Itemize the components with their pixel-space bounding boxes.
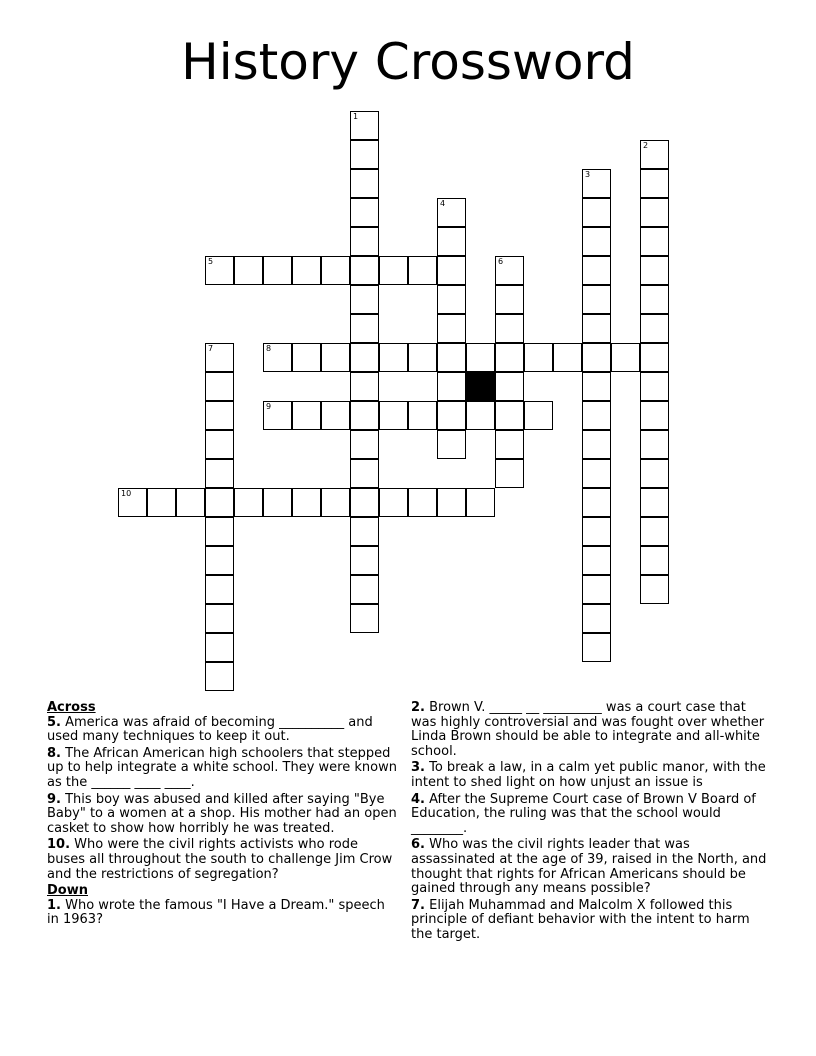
grid-cell[interactable]	[379, 256, 408, 285]
grid-cell[interactable]	[640, 459, 669, 488]
grid-cell[interactable]	[582, 604, 611, 633]
clue-number: 6	[498, 257, 504, 266]
grid-cell[interactable]	[350, 488, 379, 517]
grid-cell[interactable]	[582, 488, 611, 517]
grid-cell[interactable]	[205, 401, 234, 430]
clue-text: The African American high schoolers that stepped up to help integrate a white school. They were known as the ______ ____ ____.	[47, 745, 397, 790]
grid-cell[interactable]	[379, 401, 408, 430]
grid-cell[interactable]	[582, 633, 611, 662]
grid-cell[interactable]	[205, 372, 234, 401]
grid-cell[interactable]	[495, 401, 524, 430]
clue-number: 7	[208, 344, 214, 353]
grid-cell[interactable]	[495, 430, 524, 459]
clue-number: 10	[121, 489, 132, 498]
grid-cell[interactable]	[292, 343, 321, 372]
grid-cell[interactable]	[466, 488, 495, 517]
grid-cell[interactable]	[640, 285, 669, 314]
grid-cell[interactable]	[118, 488, 147, 517]
grid-cell[interactable]	[350, 314, 379, 343]
grid-cell[interactable]	[350, 430, 379, 459]
clue-down-4	[411, 838, 771, 896]
grid-cell[interactable]	[408, 343, 437, 372]
grid-cell[interactable]	[263, 401, 292, 430]
grid-cell[interactable]	[205, 575, 234, 604]
grid-cell[interactable]	[582, 227, 611, 256]
across-heading: Across	[47, 700, 96, 715]
down-heading: Down	[47, 883, 88, 899]
grid-cell[interactable]	[350, 343, 379, 372]
grid-cell[interactable]	[350, 517, 379, 546]
grid-cell[interactable]	[582, 343, 611, 372]
grid-cell[interactable]	[640, 140, 669, 169]
grid-cell[interactable]	[292, 256, 321, 285]
page-title: History Crossword	[181, 33, 635, 91]
grid-cell[interactable]	[379, 488, 408, 517]
grid-cell[interactable]	[640, 517, 669, 546]
clue-text: Elijah Muhammad and Malcolm X followed this principle of defiant behavior with the intent to harm the target.	[411, 897, 750, 942]
grid-cell[interactable]	[321, 343, 350, 372]
clues-right-column	[411, 701, 771, 945]
clue-label: 2.	[411, 700, 425, 715]
grid-cell[interactable]	[408, 488, 437, 517]
grid-cell[interactable]	[640, 227, 669, 256]
grid-cell[interactable]	[205, 256, 234, 285]
grid-cell[interactable]	[234, 256, 263, 285]
clue-number: 3	[585, 170, 591, 179]
grid-cell[interactable]	[350, 111, 379, 140]
clue-text: America was afraid of becoming __________ and used many techniques to keep it out.	[47, 714, 373, 745]
clue-label: 7.	[411, 897, 425, 913]
grid-cell[interactable]	[495, 372, 524, 401]
grid-cell[interactable]	[205, 517, 234, 546]
grid-cell[interactable]	[350, 372, 379, 401]
grid-cell[interactable]	[292, 401, 321, 430]
grid-cell[interactable]	[640, 169, 669, 198]
grid-cell[interactable]	[147, 488, 176, 517]
grid-cell[interactable]	[379, 343, 408, 372]
grid-cell[interactable]	[582, 256, 611, 285]
clue-label: 9.	[47, 791, 61, 807]
grid-cell[interactable]	[640, 546, 669, 575]
grid-cell[interactable]	[321, 256, 350, 285]
clue-label: 6.	[411, 837, 425, 853]
clue-text: Who wrote the famous "I Have a Dream." speech in 1963?	[47, 897, 385, 928]
clue-text: This boy was abused and killed after saying "Bye Baby" to a women at a shop. His mother had an open casket to show how horribly he was treated.	[47, 791, 397, 836]
grid-cell[interactable]	[437, 343, 466, 372]
clue-across-0	[47, 716, 399, 745]
grid-cell[interactable]	[321, 401, 350, 430]
grid-cell[interactable]	[582, 575, 611, 604]
grid-cell[interactable]	[553, 343, 582, 372]
grid-cell[interactable]	[640, 372, 669, 401]
grid-cell[interactable]	[495, 459, 524, 488]
grid-cell[interactable]	[292, 488, 321, 517]
grid-cell[interactable]	[640, 401, 669, 430]
grid-cell[interactable]	[437, 198, 466, 227]
grid-cell[interactable]	[611, 343, 640, 372]
clue-number: 8	[266, 344, 272, 353]
clue-text: Who was the civil rights leader that was assassinated at the age of 39, raised in the North, and thought that rights for African Americans should be gained through any means possible?	[411, 837, 767, 897]
clue-label: 5.	[47, 714, 61, 730]
grid-cell[interactable]	[205, 546, 234, 575]
down-clue-list-continued	[411, 701, 771, 943]
grid-cell[interactable]	[263, 256, 292, 285]
grid-cell[interactable]	[524, 401, 553, 430]
grid-cell[interactable]	[350, 227, 379, 256]
grid-cell[interactable]	[582, 314, 611, 343]
clue-down-5	[411, 899, 771, 943]
grid-cell[interactable]	[437, 285, 466, 314]
grid-cell[interactable]	[350, 285, 379, 314]
clue-number: 2	[643, 141, 649, 150]
grid-cell[interactable]	[582, 459, 611, 488]
grid-cell[interactable]	[437, 430, 466, 459]
grid-cell[interactable]	[582, 198, 611, 227]
grid-cell[interactable]	[466, 343, 495, 372]
grid-cell[interactable]	[350, 575, 379, 604]
clue-down-0	[47, 899, 399, 928]
grid-cell[interactable]	[640, 198, 669, 227]
clue-across-2	[47, 793, 399, 837]
grid-cell[interactable]	[263, 488, 292, 517]
grid-cell[interactable]	[640, 430, 669, 459]
grid-cell[interactable]	[205, 430, 234, 459]
across-clue-list	[47, 716, 399, 883]
clue-down-2	[411, 761, 771, 790]
clue-down-1	[411, 701, 771, 759]
grid-cell[interactable]	[350, 256, 379, 285]
grid-cell[interactable]	[437, 314, 466, 343]
grid-cell[interactable]	[437, 227, 466, 256]
down-clue-list	[47, 899, 399, 928]
clue-down-3	[411, 793, 771, 837]
grid-cell[interactable]	[437, 488, 466, 517]
grid-cell[interactable]	[582, 546, 611, 575]
grid-cell[interactable]	[640, 488, 669, 517]
clue-across-3	[47, 838, 399, 882]
grid-cell[interactable]	[495, 343, 524, 372]
grid-cell[interactable]	[495, 314, 524, 343]
clue-number: 5	[208, 257, 214, 266]
grid-cell[interactable]	[582, 372, 611, 401]
grid-cell[interactable]	[350, 604, 379, 633]
clue-text: Who were the civil rights activists who rode buses all throughout the south to challenge Jim Crow and the restrictions of segregation?	[47, 837, 393, 882]
grid-cell[interactable]	[466, 401, 495, 430]
grid-cell[interactable]	[263, 343, 292, 372]
grid-cell[interactable]	[350, 169, 379, 198]
grid-cell[interactable]	[408, 256, 437, 285]
clue-text: After the Supreme Court case of Brown V Board of Education, the ruling was that the school would ________.	[411, 791, 756, 836]
grid-cell[interactable]	[582, 430, 611, 459]
grid-cell[interactable]	[321, 488, 350, 517]
grid-cell[interactable]	[205, 459, 234, 488]
grid-cell[interactable]	[205, 662, 234, 691]
grid-cell[interactable]	[205, 343, 234, 372]
grid-cell[interactable]	[640, 256, 669, 285]
grid-cell[interactable]	[234, 488, 263, 517]
grid-cell[interactable]	[437, 372, 466, 401]
grid-cell[interactable]	[350, 198, 379, 227]
grid-cell[interactable]	[524, 343, 553, 372]
grid-cell[interactable]	[640, 314, 669, 343]
grid-cell[interactable]	[582, 285, 611, 314]
grid-cell[interactable]	[582, 401, 611, 430]
grid-cell[interactable]	[205, 633, 234, 662]
grid-cell[interactable]	[350, 140, 379, 169]
grid-cell[interactable]	[437, 401, 466, 430]
grid-cell[interactable]	[176, 488, 205, 517]
clue-label: 8.	[47, 745, 61, 761]
grid-cell[interactable]	[205, 488, 234, 517]
grid-cell[interactable]	[350, 401, 379, 430]
clue-label: 3.	[411, 760, 425, 776]
clue-label: 1.	[47, 897, 61, 913]
grid-cell[interactable]	[582, 517, 611, 546]
grid-cell[interactable]	[495, 285, 524, 314]
black-cell	[466, 372, 495, 401]
clue-label: 10.	[47, 837, 71, 853]
clue-number: 4	[440, 199, 446, 208]
clue-across-1	[47, 747, 399, 791]
grid-cell[interactable]	[495, 256, 524, 285]
grid-cell[interactable]	[350, 546, 379, 575]
grid-cell[interactable]	[582, 169, 611, 198]
clues-left-column	[47, 701, 399, 930]
clue-text: To break a law, in a calm yet public manor, with the intent to shed light on how unjust an issue is	[411, 760, 766, 790]
grid-cell[interactable]	[205, 604, 234, 633]
grid-cell[interactable]	[640, 575, 669, 604]
clue-number: 9	[266, 402, 272, 411]
grid-cell[interactable]	[640, 343, 669, 372]
grid-cell[interactable]	[408, 401, 437, 430]
clue-text: Brown V. _____ __ _________ was a court case that was highly controversial and was fought over whether Linda Brown should be able to integrate and all-white school.	[411, 700, 765, 759]
clue-label: 4.	[411, 791, 425, 807]
grid-cell[interactable]	[437, 256, 466, 285]
clue-number: 1	[353, 112, 359, 121]
grid-cell[interactable]	[350, 459, 379, 488]
